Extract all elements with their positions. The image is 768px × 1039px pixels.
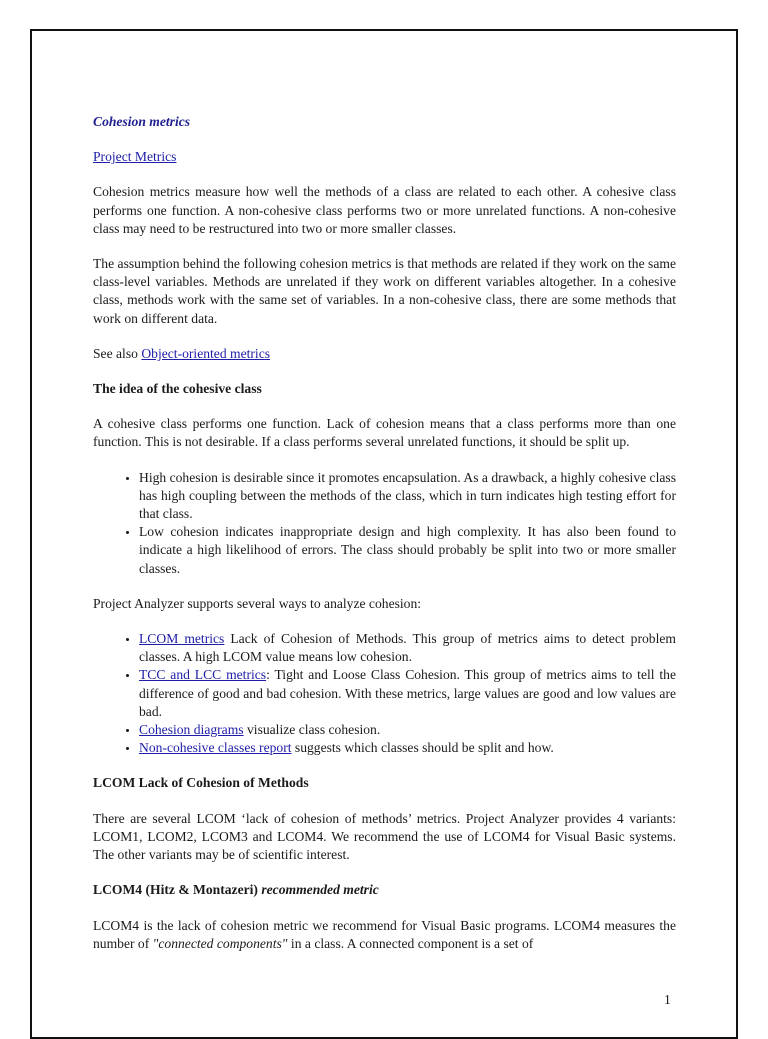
heading-lcom4-italic: recommended metric [261,882,379,898]
page-number: 1 [664,992,671,1007]
ways-bullet-list [93,630,676,757]
list-item [139,630,676,666]
idea-paragraph: A cohesive class performs one function. Lack of cohesion means that a class performs more than one function. This is not desirable. If a class performs several unrelated functions, it should be split up. [93,416,676,450]
heading-lcom: LCOM Lack of Cohesion of Methods [93,775,309,791]
heading-lcom4 [93,881,676,899]
document-title: Cohesion metrics [93,114,191,129]
lcom-metrics-link[interactable]: LCOM metrics [139,631,225,647]
non-cohesive-classes-report-link[interactable]: Non-cohesive classes report [139,740,292,756]
list-item-text: suggests which classes should be split and how. [291,740,554,756]
tcc-lcc-metrics-link[interactable]: TCC and LCC metrics [139,667,267,683]
list-item: • High cohesion is desirable since it promotes encapsulation. As a drawback, a highly cohesive class has high coupling between the methods of the class, which in turn indicates high testing effort for that class. [139,469,676,524]
list-item [139,666,676,721]
list-item-text: Lack of Cohesion of Methods. This group of metrics aims to detect problem classes. A high LCOM value means low cohesion. [139,631,676,665]
project-metrics-link[interactable]: Project Metrics [93,149,177,165]
heading-lcom4-bold: LCOM4 (Hitz & Montazeri) [93,882,262,898]
project-metrics-paragraph [93,148,676,166]
list-item: • Low cohesion indicates inappropriate design and high complexity. It has also been found to indicate a high likelihood of errors. The class should probably be split into two or more smaller classes. [139,523,676,578]
document-body [93,113,676,970]
lcom4-text-em: "connected components" [152,935,288,951]
see-also-paragraph [93,345,676,363]
list-item [139,739,676,757]
assumption-paragraph: The assumption behind the following cohesion metrics is that methods are related if they work on the same class-level variables. Methods are unrelated if they work on different variables altogether. In a cohesive class, methods work with the same set of variables. In a non-cohesive class, there are some methods that work on different data. [93,256,676,326]
lcom4-text-a: LCOM4 is the lack of cohesion metric we recommend for Visual Basic programs. LCOM4 measures the number of [93,917,676,951]
object-oriented-metrics-link[interactable]: Object-oriented metrics [141,345,271,361]
see-also-prefix: See also [93,345,142,361]
idea-bullet-list [93,469,676,578]
cohesion-diagrams-link[interactable]: Cohesion diagrams [139,722,244,738]
lcom4-paragraph [93,917,676,953]
lcom4-text-b: in a class. A connected component is a set of [287,935,534,951]
list-item-text: : Tight and Loose Class Cohesion. This group of metrics aims to tell the difference of good and bad cohesion. With these metrics, large values are good and low values are bad. [139,667,676,719]
heading-idea: The idea of the cohesive class [93,381,262,397]
lcom-paragraph: There are several LCOM ‘lack of cohesion of methods’ metrics. Project Analyzer provides 4 variants: LCOM1, LCOM2, LCOM3 and LCOM4. We recommend the use of LCOM4 for Visual Basic systems. The other variants may be of scientific interest. [93,810,676,863]
list-item-text: visualize class cohesion. [243,722,381,738]
supports-paragraph: Project Analyzer supports several ways to analyze cohesion: [93,595,422,611]
intro-paragraph: Cohesion metrics measure how well the methods of a class are related to each other. A cohesive class performs one function. A non-cohesive class performs two or more unrelated functions. A non-cohesive class may need to be restructured into two or more smaller classes. [93,184,676,236]
list-item [139,721,676,739]
